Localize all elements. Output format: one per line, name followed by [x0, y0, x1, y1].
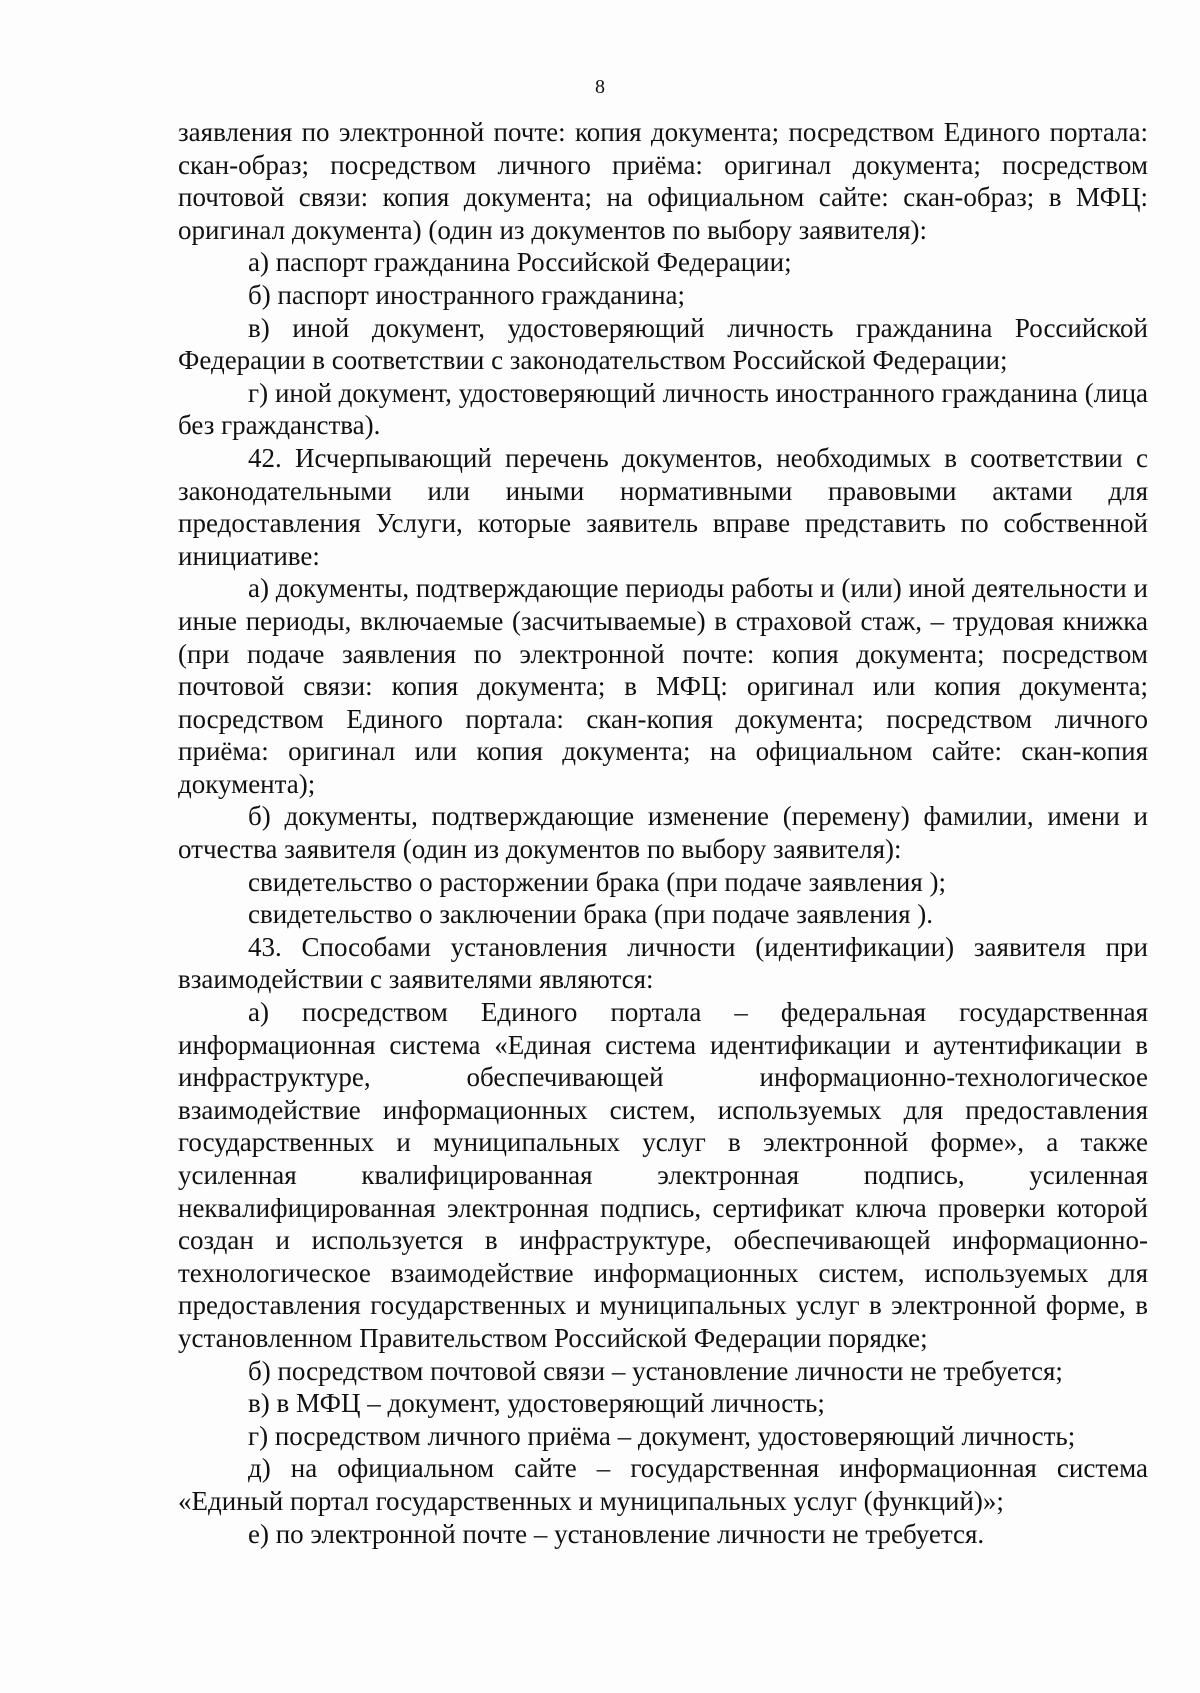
- paragraph: 43. Способами установления личности (идентификации) заявителя при взаимодействии с заявителями являются:: [178, 931, 1148, 995]
- paragraph: а) документы, подтверждающие периоды работы и (или) иной деятельности и иные периоды, включаемые (засчитываемые) в страховой стаж, – трудовая книжка (при подаче заявления по электронной почте: копия документа; посредством почтовой связи: копия документа; в МФЦ: оригинал или копия документа; посредством Единого портала: скан-копия документа; посредством личного приёма: оригинал или копия документа; на официальном сайте: скан-копия документа);: [178, 573, 1148, 799]
- paragraph: а) посредством Единого портала – федеральная государственная информационная система «Единая система идентификации и аутентификации в инфраструктуре, обеспечивающей информационно-технологическое взаимодействие информационных систем, используемых для предоставления государственных и муниципальных услуг в электронной форме», а также усиленная квалифицированная электронная подпись, усиленная неквалифицированная электронная подпись, сертификат ключа проверки которой создан и используется в инфраструктуре, обеспечивающей информационно-технологическое взаимодействие информационных систем, используемых для предоставления государственных и муниципальных услуг в электронной форме, в установленном Правительством Российской Федерации порядке;: [178, 997, 1148, 1353]
- page-number: 8: [595, 76, 605, 98]
- paragraph: е) по электронной почте – установление личности не требуется.: [248, 1518, 985, 1549]
- paragraph: г) иной документ, удостоверяющий личность иностранного гражданина (лица без гражданства).: [178, 377, 1148, 441]
- paragraph: заявления по электронной почте: копия документа; посредством Единого портала: скан-образ; посредством личного приёма: оригинал документа; посредством почтовой связи: копия документа; на официальном сайте: скан-образ; в МФЦ: оригинал документа) (один из документов по выбору заявителя):: [178, 117, 1148, 245]
- paragraph: свидетельство о расторжении брака (при подаче заявления );: [248, 866, 947, 897]
- paragraph: в) иной документ, удостоверяющий личность гражданина Российской Федерации в соответствии с законодательством Российской Федерации;: [178, 312, 1148, 376]
- paragraph: б) посредством почтовой связи – установление личности не требуется;: [248, 1355, 1063, 1386]
- document-body: [178, 116, 1148, 1550]
- paragraph: б) документы, подтверждающие изменение (перемену) фамилии, имени и отчества заявителя (один из документов по выбору заявителя):: [178, 801, 1148, 865]
- paragraph: а) паспорт гражданина Российской Федерации;: [248, 247, 792, 278]
- paragraph: г) посредством личного приёма – документ, удостоверяющий личность;: [248, 1420, 1076, 1451]
- paragraph: б) паспорт иностранного гражданина;: [248, 279, 686, 310]
- paragraph: свидетельство о заключении брака (при подаче заявления ).: [248, 899, 934, 930]
- paragraph: д) на официальном сайте – государственная информационная система «Единый портал государственных и муниципальных услуг (функций)»;: [178, 1453, 1148, 1516]
- paragraph: 42. Исчерпывающий перечень документов, необходимых в соответствии с законодательными или иными нормативными правовыми актами для предоставления Услуги, которые заявитель вправе представить по собственной инициативе:: [178, 442, 1148, 571]
- paragraph: в) в МФЦ – документ, удостоверяющий личность;: [248, 1388, 825, 1419]
